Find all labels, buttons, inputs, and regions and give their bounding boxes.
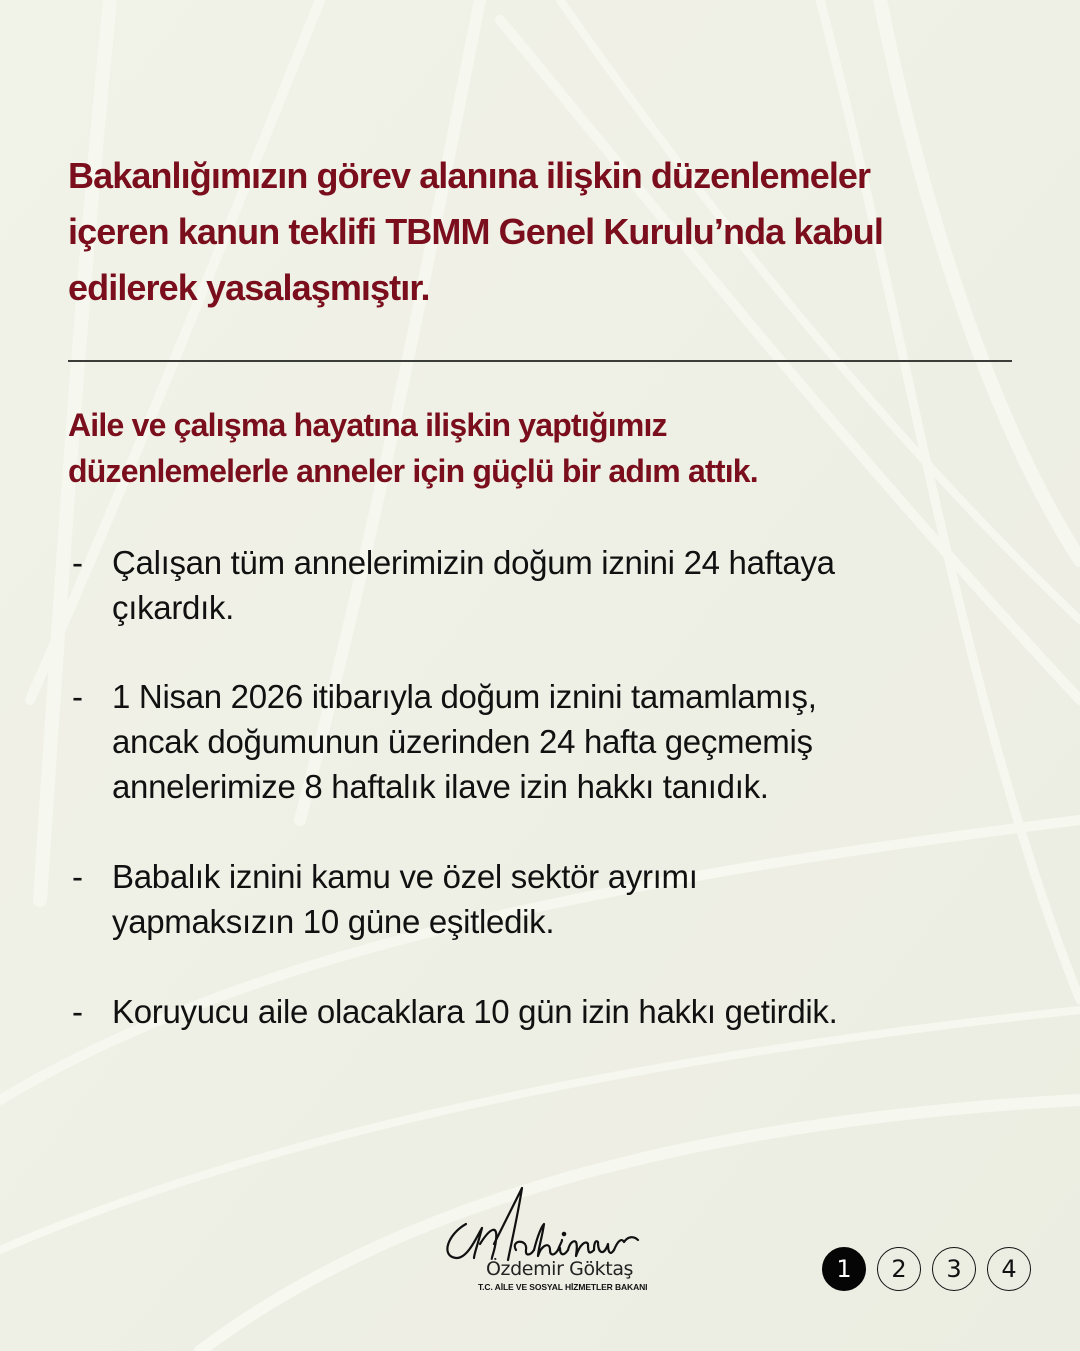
bullet-text bbox=[112, 674, 817, 809]
bullet-line: Çalışan tüm annelerimizin doğum iznini 24 haftaya bbox=[112, 544, 835, 581]
bullet-text bbox=[112, 540, 835, 630]
bullet-line: annelerimize 8 haftalık ilave izin hakkı tanıdık. bbox=[112, 768, 769, 805]
bullet-text bbox=[112, 989, 837, 1034]
bullet-line: Babalık iznini kamu ve özel sektör ayrımı bbox=[112, 858, 698, 895]
headline-line: edilerek yasalaşmıştır. bbox=[68, 267, 430, 308]
divider bbox=[68, 360, 1012, 362]
dash-marker: - bbox=[72, 858, 83, 895]
bullet-line: çıkardık. bbox=[112, 589, 235, 626]
bullet-line: 1 Nisan 2026 itibarıyla doğum iznini tamamlamış, bbox=[112, 678, 817, 715]
headline bbox=[68, 148, 1018, 316]
signature-script-icon bbox=[438, 1184, 648, 1264]
page-4-button[interactable]: 4 bbox=[987, 1247, 1031, 1291]
bullet-line: Koruyucu aile olacaklara 10 gün izin hakkı getirdik. bbox=[112, 993, 838, 1030]
page-indicator bbox=[822, 1247, 1031, 1291]
subheadline-line: düzenlemelerle anneler için güçlü bir adım attık. bbox=[68, 453, 758, 489]
signature-title: T.C. AİLE VE SOSYAL HİZMETLER BAKANI bbox=[478, 1282, 648, 1292]
signature-surname: Özdemir Göktaş bbox=[486, 1258, 634, 1280]
headline-line: içeren kanun teklifi TBMM Genel Kurulu’nda kabul bbox=[68, 211, 883, 252]
subheadline-line: Aile ve çalışma hayatına ilişkin yaptığımız bbox=[68, 407, 667, 443]
page-3-button[interactable]: 3 bbox=[932, 1247, 976, 1291]
bullet-line: yapmaksızın 10 güne eşitledik. bbox=[112, 903, 555, 940]
bullet-line: ancak doğumunun üzerinden 24 hafta geçmemiş bbox=[112, 723, 813, 760]
page-2-button[interactable]: 2 bbox=[877, 1247, 921, 1291]
dash-marker: - bbox=[72, 678, 83, 715]
page-1-button[interactable]: 1 bbox=[822, 1247, 866, 1291]
dash-marker: - bbox=[72, 993, 83, 1030]
subheadline bbox=[68, 402, 1018, 494]
bullet-item bbox=[68, 540, 835, 630]
headline-line: Bakanlığımızın görev alanına ilişkin düzenlemeler bbox=[68, 155, 871, 196]
bullet-item bbox=[68, 674, 817, 809]
dash-marker: - bbox=[72, 544, 83, 581]
bullet-item bbox=[68, 854, 698, 944]
bullet-text bbox=[112, 854, 698, 944]
bullet-item bbox=[68, 989, 837, 1034]
